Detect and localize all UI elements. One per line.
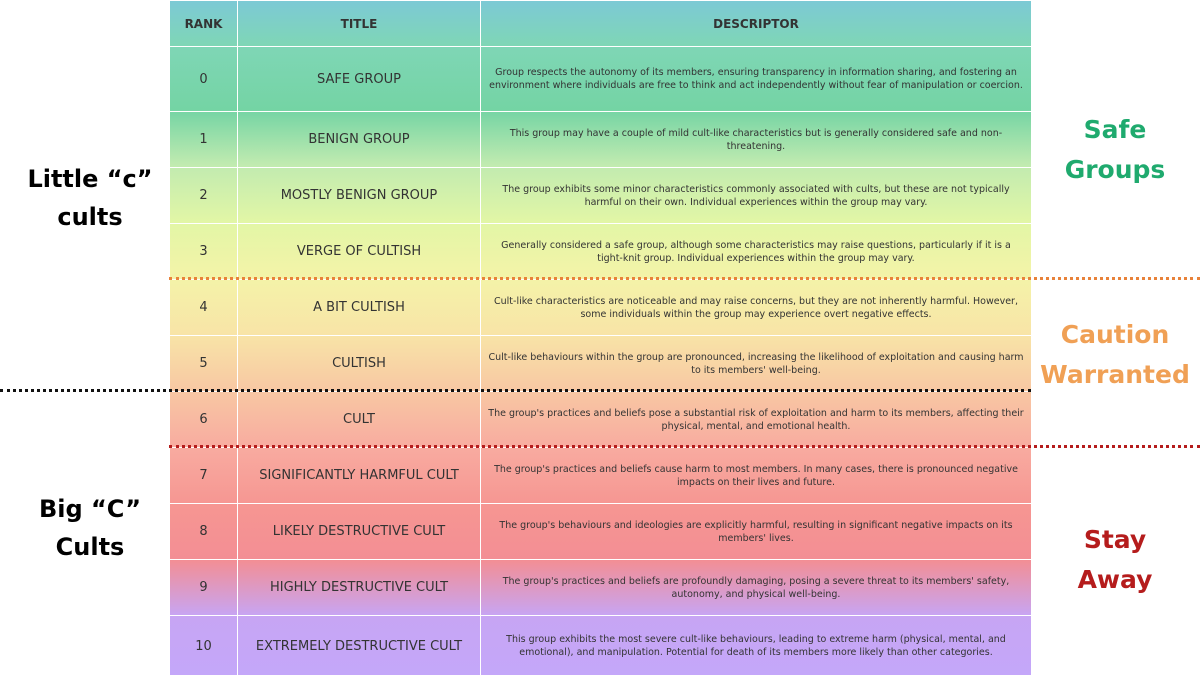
- descriptor-cell: The group's practices and beliefs cause harm to most members. In many cases, there is pronounced negative impacts on their lives and future.: [481, 448, 1032, 504]
- rank-cell: 5: [170, 336, 238, 392]
- rank-table-wrapper: [169, 0, 1031, 675]
- little-c-line1: Little “c”: [27, 165, 153, 193]
- header-row: [170, 1, 1032, 47]
- table-row: [170, 392, 1032, 448]
- title-cell: CULTISH: [238, 336, 481, 392]
- title-cell: HIGHLY DESTRUCTIVE CULT: [238, 560, 481, 616]
- table-row: [170, 448, 1032, 504]
- stay-line1: Stay: [1083, 525, 1147, 554]
- rank-cell: 4: [170, 280, 238, 336]
- descriptor-cell: The group's practices and beliefs pose a substantial risk of exploitation and harm to its members, affecting their physical, mental, and emotional health.: [481, 392, 1032, 448]
- divider-orange-caution: [169, 277, 1200, 280]
- big-c-cults-label: [0, 490, 180, 566]
- title-cell: SIGNIFICANTLY HARMFUL CULT: [238, 448, 481, 504]
- table-row: [170, 224, 1032, 280]
- rank-cell: 2: [170, 168, 238, 224]
- rank-cell: 3: [170, 224, 238, 280]
- safe-groups-label: [1030, 110, 1200, 190]
- divider-red-stay-away: [169, 445, 1200, 448]
- descriptor-cell: Cult-like characteristics are noticeable and may raise concerns, but they are not inherently harmful. However, some individuals within the group may experience overt negative effects.: [481, 280, 1032, 336]
- descriptor-cell: This group may have a couple of mild cult-like characteristics but is generally considered safe and non-threatening.: [481, 112, 1032, 168]
- little-c-line2: cults: [57, 203, 123, 231]
- table-row: [170, 112, 1032, 168]
- divider-black-little-big: [0, 389, 1031, 392]
- caution-line1: Caution: [1060, 320, 1170, 349]
- descriptor-cell: The group's behaviours and ideologies are explicitly harmful, resulting in significant negative impacts on its members' lives.: [481, 504, 1032, 560]
- header-title: TITLE: [238, 1, 481, 47]
- big-c-line1: Big “C”: [38, 495, 142, 523]
- header-rank: RANK: [170, 1, 238, 47]
- stay-line2: Away: [1077, 565, 1153, 594]
- safe-line1: Safe: [1083, 115, 1147, 144]
- table-row: [170, 336, 1032, 392]
- stay-away-label: [1030, 520, 1200, 600]
- table-row: [170, 47, 1032, 112]
- title-cell: CULT: [238, 392, 481, 448]
- rank-cell: 1: [170, 112, 238, 168]
- table-row: [170, 504, 1032, 560]
- rank-cell: 7: [170, 448, 238, 504]
- caution-line2: Warranted: [1040, 360, 1190, 389]
- title-cell: EXTREMELY DESTRUCTIVE CULT: [238, 616, 481, 677]
- descriptor-cell: The group's practices and beliefs are profoundly damaging, posing a severe threat to its members' safety, autonomy, and physical well-being.: [481, 560, 1032, 616]
- rank-cell: 10: [170, 616, 238, 677]
- table-row: [170, 168, 1032, 224]
- safe-line2: Groups: [1064, 155, 1166, 184]
- title-cell: VERGE OF CULTISH: [238, 224, 481, 280]
- rank-cell: 0: [170, 47, 238, 112]
- descriptor-cell: Cult-like behaviours within the group are pronounced, increasing the likelihood of exploitation and causing harm to its members' well-being.: [481, 336, 1032, 392]
- rank-cell: 9: [170, 560, 238, 616]
- cult-rank-table: [169, 0, 1032, 677]
- rank-cell: 8: [170, 504, 238, 560]
- title-cell: SAFE GROUP: [238, 47, 481, 112]
- header-descriptor: DESCRIPTOR: [481, 1, 1032, 47]
- table-row: [170, 280, 1032, 336]
- title-cell: LIKELY DESTRUCTIVE CULT: [238, 504, 481, 560]
- big-c-line2: Cults: [55, 533, 125, 561]
- descriptor-cell: This group exhibits the most severe cult-like behaviours, leading to extreme harm (physical, mental, and emotional), and manipulation. Potential for death of its members more likely than other categories.: [481, 616, 1032, 677]
- title-cell: BENIGN GROUP: [238, 112, 481, 168]
- table-row: [170, 616, 1032, 677]
- descriptor-cell: Generally considered a safe group, although some characteristics may raise questions, particularly if it is a tight-knit group. Individual experiences within the group may vary.: [481, 224, 1032, 280]
- title-cell: MOSTLY BENIGN GROUP: [238, 168, 481, 224]
- descriptor-cell: The group exhibits some minor characteristics commonly associated with cults, but these are not typically harmful on their own. Individual experiences within the group may vary.: [481, 168, 1032, 224]
- little-c-cults-label: [0, 160, 180, 236]
- caution-warranted-label: [1030, 315, 1200, 395]
- table-row: [170, 560, 1032, 616]
- title-cell: A BIT CULTISH: [238, 280, 481, 336]
- descriptor-cell: Group respects the autonomy of its members, ensuring transparency in information sharing, and fostering an environment where individuals are free to think and act independently without fear of manipulation or coercion.: [481, 47, 1032, 112]
- rank-cell: 6: [170, 392, 238, 448]
